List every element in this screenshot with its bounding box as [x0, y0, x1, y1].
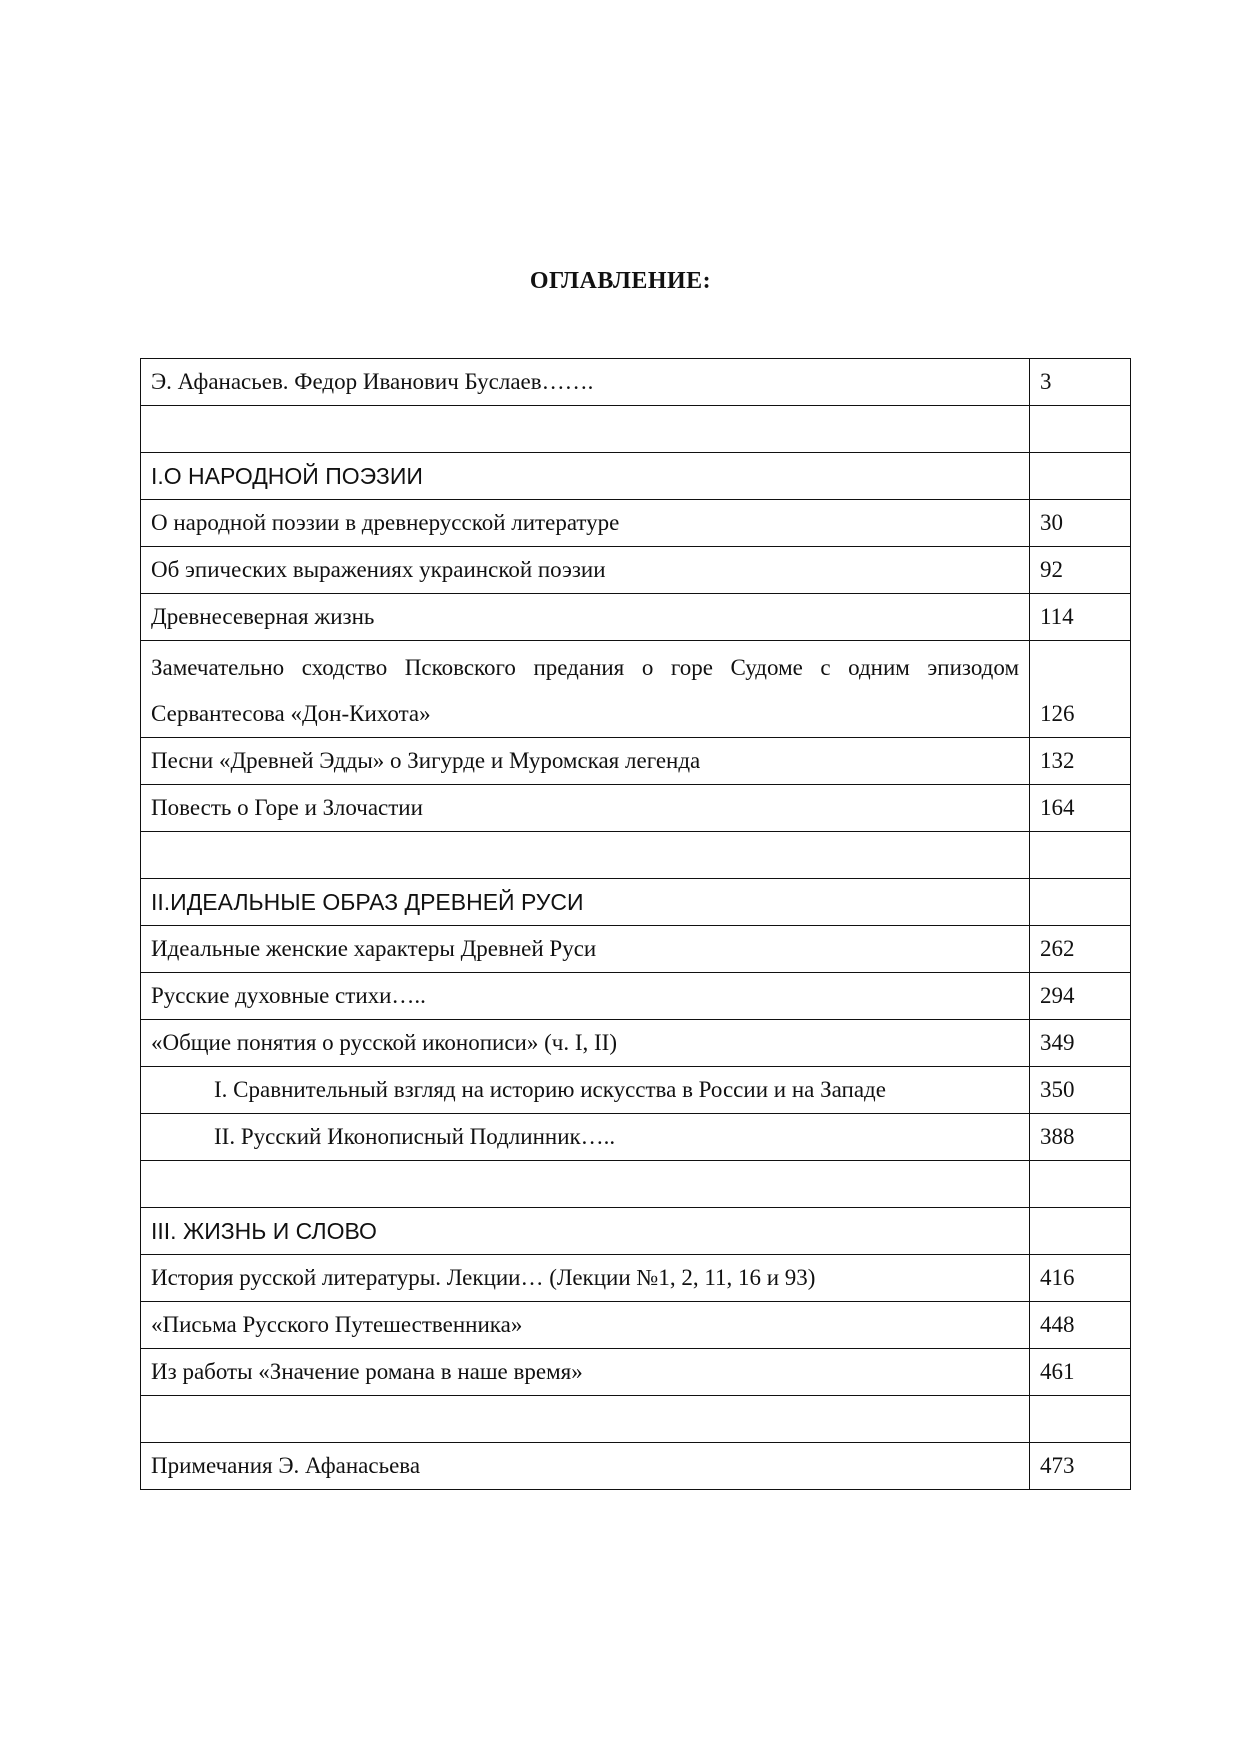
toc-page-number: 114	[1030, 594, 1131, 641]
toc-page-number: 448	[1030, 1302, 1131, 1349]
toc-entry-row	[141, 594, 1131, 641]
table-of-contents	[140, 358, 1131, 1490]
toc-entry-title: «Письма Русского Путешественника»	[141, 1302, 1030, 1349]
toc-entry-title	[141, 406, 1030, 453]
toc-section-row	[141, 1208, 1131, 1255]
toc-entry-row	[141, 1020, 1131, 1067]
toc-spacer-row	[141, 1161, 1131, 1208]
toc-page-number: 294	[1030, 973, 1131, 1020]
toc-page-number: 3	[1030, 359, 1131, 406]
toc-page-number: 349	[1030, 1020, 1131, 1067]
toc-entry-row	[141, 926, 1131, 973]
toc-page-number	[1030, 832, 1131, 879]
toc-subentry-row	[141, 1114, 1131, 1161]
toc-page-number	[1030, 1396, 1131, 1443]
toc-entry-title: О народной поэзии в древнерусской литературе	[141, 500, 1030, 547]
toc-section-row	[141, 453, 1131, 500]
toc-entry-row	[141, 547, 1131, 594]
toc-page-number	[1030, 453, 1131, 500]
toc-entry-title: Русские духовные стихи…..	[141, 973, 1030, 1020]
toc-page-number: 350	[1030, 1067, 1131, 1114]
toc-entry-title: III. ЖИЗНЬ И СЛОВО	[141, 1208, 1030, 1255]
toc-entry-title	[141, 1396, 1030, 1443]
toc-entry-title: Замечательно сходство Псковского предания о горе Судоме с одним эпизодом Сервантесова «Дон-Кихота»	[141, 641, 1030, 738]
toc-entry-title: Э. Афанасьев. Федор Иванович Буслаев…….	[141, 359, 1030, 406]
toc-spacer-row	[141, 1396, 1131, 1443]
toc-page-number: 416	[1030, 1255, 1131, 1302]
toc-entry-title: Песни «Древней Эдды» о Зигурде и Муромская легенда	[141, 738, 1030, 785]
toc-entry-title: Примечания Э. Афанасьева	[141, 1443, 1030, 1490]
toc-spacer-row	[141, 832, 1131, 879]
toc-page-number: 30	[1030, 500, 1131, 547]
toc-entry-title: I.О НАРОДНОЙ ПОЭЗИИ	[141, 453, 1030, 500]
page-title: ОГЛАВЛЕНИЕ:	[529, 268, 712, 294]
toc-entry-row	[141, 973, 1131, 1020]
toc-entry-title: II.ИДЕАЛЬНЫЕ ОБРАЗ ДРЕВНЕЙ РУСИ	[141, 879, 1030, 926]
toc-entry-row	[141, 1443, 1131, 1490]
toc-entry-title: «Общие понятия о русской иконописи» (ч. I, II)	[141, 1020, 1030, 1067]
toc-entry-title	[141, 832, 1030, 879]
toc-entry-row	[141, 738, 1131, 785]
toc-entry-title: Древнесеверная жизнь	[141, 594, 1030, 641]
toc-page-number: 126	[1030, 641, 1131, 738]
toc-page-number	[1030, 1161, 1131, 1208]
toc-section-row	[141, 879, 1131, 926]
toc-entry-row	[141, 1349, 1131, 1396]
toc-entry-title: I. Сравнительный взгляд на историю искусства в России и на Западе	[141, 1067, 1030, 1114]
toc-page-number: 388	[1030, 1114, 1131, 1161]
toc-entry-title: II. Русский Иконописный Подлинник…..	[141, 1114, 1030, 1161]
toc-entry-title	[141, 1161, 1030, 1208]
toc-page-number	[1030, 406, 1131, 453]
toc-entry-row	[141, 1255, 1131, 1302]
toc-spacer-row	[141, 406, 1131, 453]
toc-entry-title: История русской литературы. Лекции… (Лекции №1, 2, 11, 16 и 93)	[141, 1255, 1030, 1302]
toc-page-number: 132	[1030, 738, 1131, 785]
toc-entry-row	[141, 785, 1131, 832]
toc-entry-row	[141, 1302, 1131, 1349]
toc-entry-row	[141, 500, 1131, 547]
toc-body	[141, 359, 1131, 1490]
toc-entry-row	[141, 641, 1131, 738]
toc-page-number	[1030, 879, 1131, 926]
toc-page-number: 92	[1030, 547, 1131, 594]
toc-entry-row	[141, 359, 1131, 406]
toc-entry-title: Об эпических выражениях украинской поэзии	[141, 547, 1030, 594]
toc-entry-title: Повесть о Горе и Злочастии	[141, 785, 1030, 832]
toc-page-number	[1030, 1208, 1131, 1255]
toc-page-number: 164	[1030, 785, 1131, 832]
toc-subentry-row	[141, 1067, 1131, 1114]
toc-entry-title: Идеальные женские характеры Древней Руси	[141, 926, 1030, 973]
toc-page-number: 473	[1030, 1443, 1131, 1490]
toc-page-number: 262	[1030, 926, 1131, 973]
toc-entry-title: Из работы «Значение романа в наше время»	[141, 1349, 1030, 1396]
toc-page-number: 461	[1030, 1349, 1131, 1396]
